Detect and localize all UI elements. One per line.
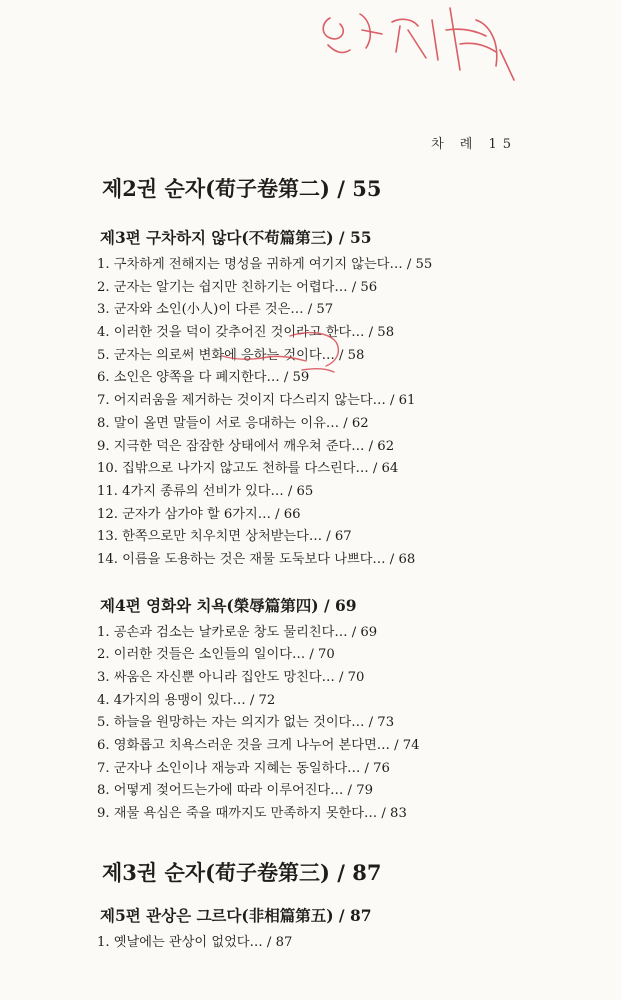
volume-section bbox=[97, 854, 570, 955]
list-item: 2. 군자는 알기는 쉽지만 친하기는 어렵다… / 56 bbox=[97, 279, 378, 295]
volume-title: 제2권 순자(荀子卷第二) / 55 bbox=[102, 176, 382, 201]
volume-section bbox=[97, 170, 570, 826]
list-item: 6. 영화롭고 치욕스러운 것을 크게 나누어 본다면… / 74 bbox=[97, 738, 420, 754]
item-list bbox=[97, 932, 570, 955]
list-item: 14. 이름을 도용하는 것은 재물 도둑보다 나쁘다… / 68 bbox=[97, 551, 416, 567]
list-item: 8. 말이 올면 말들이 서로 응대하는 이유… / 62 bbox=[97, 415, 369, 431]
list-item: 4. 4가지의 용맹이 있다… / 72 bbox=[97, 692, 276, 708]
part-title: 제5편 관상은 그르다(非相篇第五) / 87 bbox=[100, 905, 372, 925]
part-section bbox=[97, 224, 570, 572]
part-title: 제4편 영화와 치욕(榮辱篇第四) / 69 bbox=[100, 595, 357, 615]
item-list bbox=[97, 254, 570, 572]
list-item: 3. 군자와 소인(小人)이 다른 것은… / 57 bbox=[97, 302, 334, 318]
list-item: 7. 군자나 소인이나 재능과 지혜는 동일하다… / 76 bbox=[97, 760, 390, 776]
part-section bbox=[97, 592, 570, 826]
list-item: 8. 어떻게 젖어드는가에 따라 이루어진다… / 79 bbox=[97, 783, 373, 799]
list-item: 1. 공손과 검소는 날카로운 창도 물리친다… / 69 bbox=[97, 624, 378, 640]
list-item: 9. 지극한 덕은 잠잠한 상태에서 깨우쳐 준다… / 62 bbox=[97, 438, 395, 454]
list-item: 13. 한쪽으로만 치우치면 상처받는다… / 67 bbox=[97, 529, 352, 545]
list-item: 5. 하늘을 원망하는 자는 의지가 없는 것이다… / 73 bbox=[97, 715, 395, 731]
item-list bbox=[97, 622, 570, 826]
list-item: 1. 구차하게 전해지는 명성을 귀하게 여기지 않는다… / 55 bbox=[97, 257, 433, 272]
list-item: 12. 군자가 삼가야 할 6가지… / 66 bbox=[97, 506, 301, 522]
list-item: 9. 재물 욕심은 죽을 때까지도 만족하지 못한다… / 83 bbox=[97, 806, 407, 822]
list-item: 11. 4가지 종류의 선비가 있다… / 65 bbox=[97, 483, 314, 499]
list-item: 3. 싸움은 자신뿐 아니라 집안도 망친다… / 70 bbox=[97, 670, 365, 685]
list-item: 7. 어지러움을 제거하는 것이지 다스리지 않는다… / 61 bbox=[97, 393, 416, 409]
part-section bbox=[97, 902, 570, 955]
volume-title: 제3권 순자(荀子卷第三) / 87 bbox=[102, 859, 382, 885]
running-head: 차 례 15 bbox=[431, 137, 517, 152]
list-item: 10. 집밖으로 나가지 않고도 천하를 다스린다… / 64 bbox=[97, 461, 399, 477]
list-item: 4. 이러한 것을 덕이 갖추어진 것이라고 한다… / 58 bbox=[97, 325, 395, 341]
list-item: 5. 군자는 의로써 변화에 응하는 것이다… / 58 bbox=[97, 347, 365, 363]
table-of-contents bbox=[97, 170, 570, 955]
list-item: 2. 이러한 것들은 소인들의 일이다… / 70 bbox=[97, 647, 335, 663]
part-title: 제3편 구차하지 않다(不苟篇第三) / 55 bbox=[100, 228, 372, 247]
list-item: 1. 옛날에는 관상이 없었다… / 87 bbox=[97, 934, 293, 950]
handwritten-scribble bbox=[300, 0, 530, 90]
list-item: 6. 소인은 양쪽을 다 폐지한다… / 59 bbox=[97, 370, 310, 386]
